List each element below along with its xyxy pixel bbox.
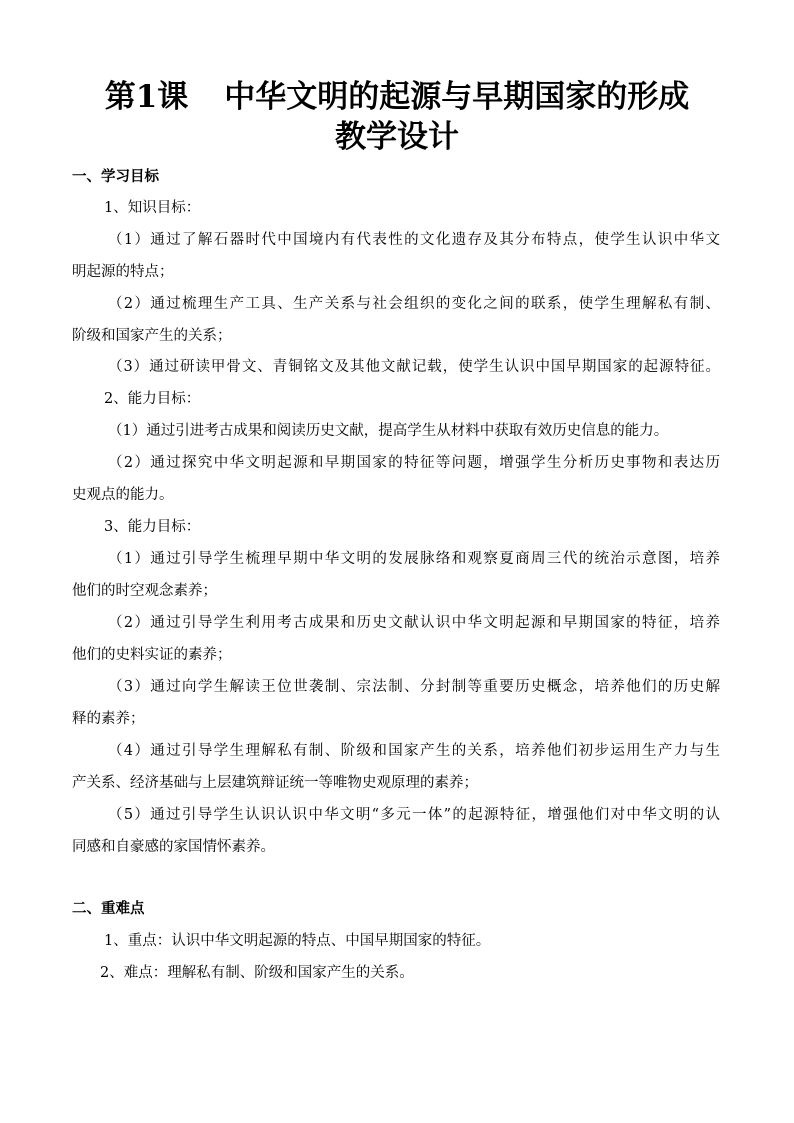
section-heading-key-points: 二、重难点 (72, 900, 145, 917)
section-heading-objectives: 一、学习目标 (72, 168, 159, 185)
literacy-item-4-line-2: 产关系、经济基础与上层建筑辩证统一等唯物史观原理的素养； (72, 775, 478, 791)
ability-item-2-line-2: 史观点的能力。 (72, 487, 174, 503)
key-point: 1、重点：认识中华文明起源的特点、中国早期国家的特征。 (104, 933, 491, 949)
ability-item-2-line-1: （2）通过探究中华文明起源和早期国家的特征等问题，增强学生分析历史事物和表达历 (108, 455, 720, 471)
literacy-item-4-line-1: （4）通过引导学生理解私有制、阶级和国家产生的关系，培养他们初步运用生产力与生 (108, 743, 720, 759)
ability-objectives-label: 2、能力目标： (104, 391, 201, 407)
knowledge-item-2-line-2: 阶级和国家产生的关系； (72, 328, 232, 344)
lesson-name: 中华文明的起源与早期国家的形成 (224, 79, 690, 115)
knowledge-item-3: （3）通过研读甲骨文、青铜铭文及其他文献记载，使学生认识中国早期国家的起源特征。 (108, 359, 720, 375)
difficult-point: 2、难点：理解私有制、阶级和国家产生的关系。 (100, 965, 414, 981)
knowledge-item-1-line-2: 明起源的特点； (72, 264, 174, 280)
knowledge-item-2-line-1: （2）通过梳理生产工具、生产关系与社会组织的变化之间的联系，使学生理解私有制、 (108, 296, 720, 312)
ability-item-1: （1）通过引进考古成果和阅读历史文献，提高学生从材料中获取有效历史信息的能力。 (108, 423, 669, 439)
document-subtitle: 教学设计 (335, 119, 459, 155)
lesson-number: 第1课 (104, 79, 189, 115)
literacy-item-5-line-1: （5）通过引导学生认识认识中华文明“多元一体”的起源特征，增强他们对中华文明的认 (108, 807, 720, 823)
literacy-objectives-label: 3、能力目标： (104, 519, 201, 535)
literacy-item-2-line-1: （2）通过引导学生利用考古成果和历史文献认识中华文明起源和早期国家的特征，培养 (108, 615, 720, 631)
literacy-item-1-line-1: （1）通过引导学生梳理早期中华文明的发展脉络和观察夏商周三代的统治示意图，培养 (108, 551, 720, 567)
literacy-item-5-line-2: 同感和自豪感的家国情怀素养。 (72, 839, 275, 855)
literacy-item-3-line-2: 释的素养； (72, 711, 145, 727)
literacy-item-3-line-1: （3）通过向学生解读王位世袭制、宗法制、分封制等重要历史概念，培养他们的历史解 (108, 679, 720, 695)
knowledge-objectives-label: 1、知识目标： (104, 200, 201, 216)
literacy-item-2-line-2: 他们的史料实证的素养； (72, 647, 232, 663)
literacy-item-1-line-2: 他们的时空观念素养； (72, 583, 217, 599)
knowledge-item-1-line-1: （1）通过了解石器时代中国境内有代表性的文化遗存及其分布特点，使学生认识中华文 (108, 232, 720, 248)
document-title (0, 77, 794, 117)
